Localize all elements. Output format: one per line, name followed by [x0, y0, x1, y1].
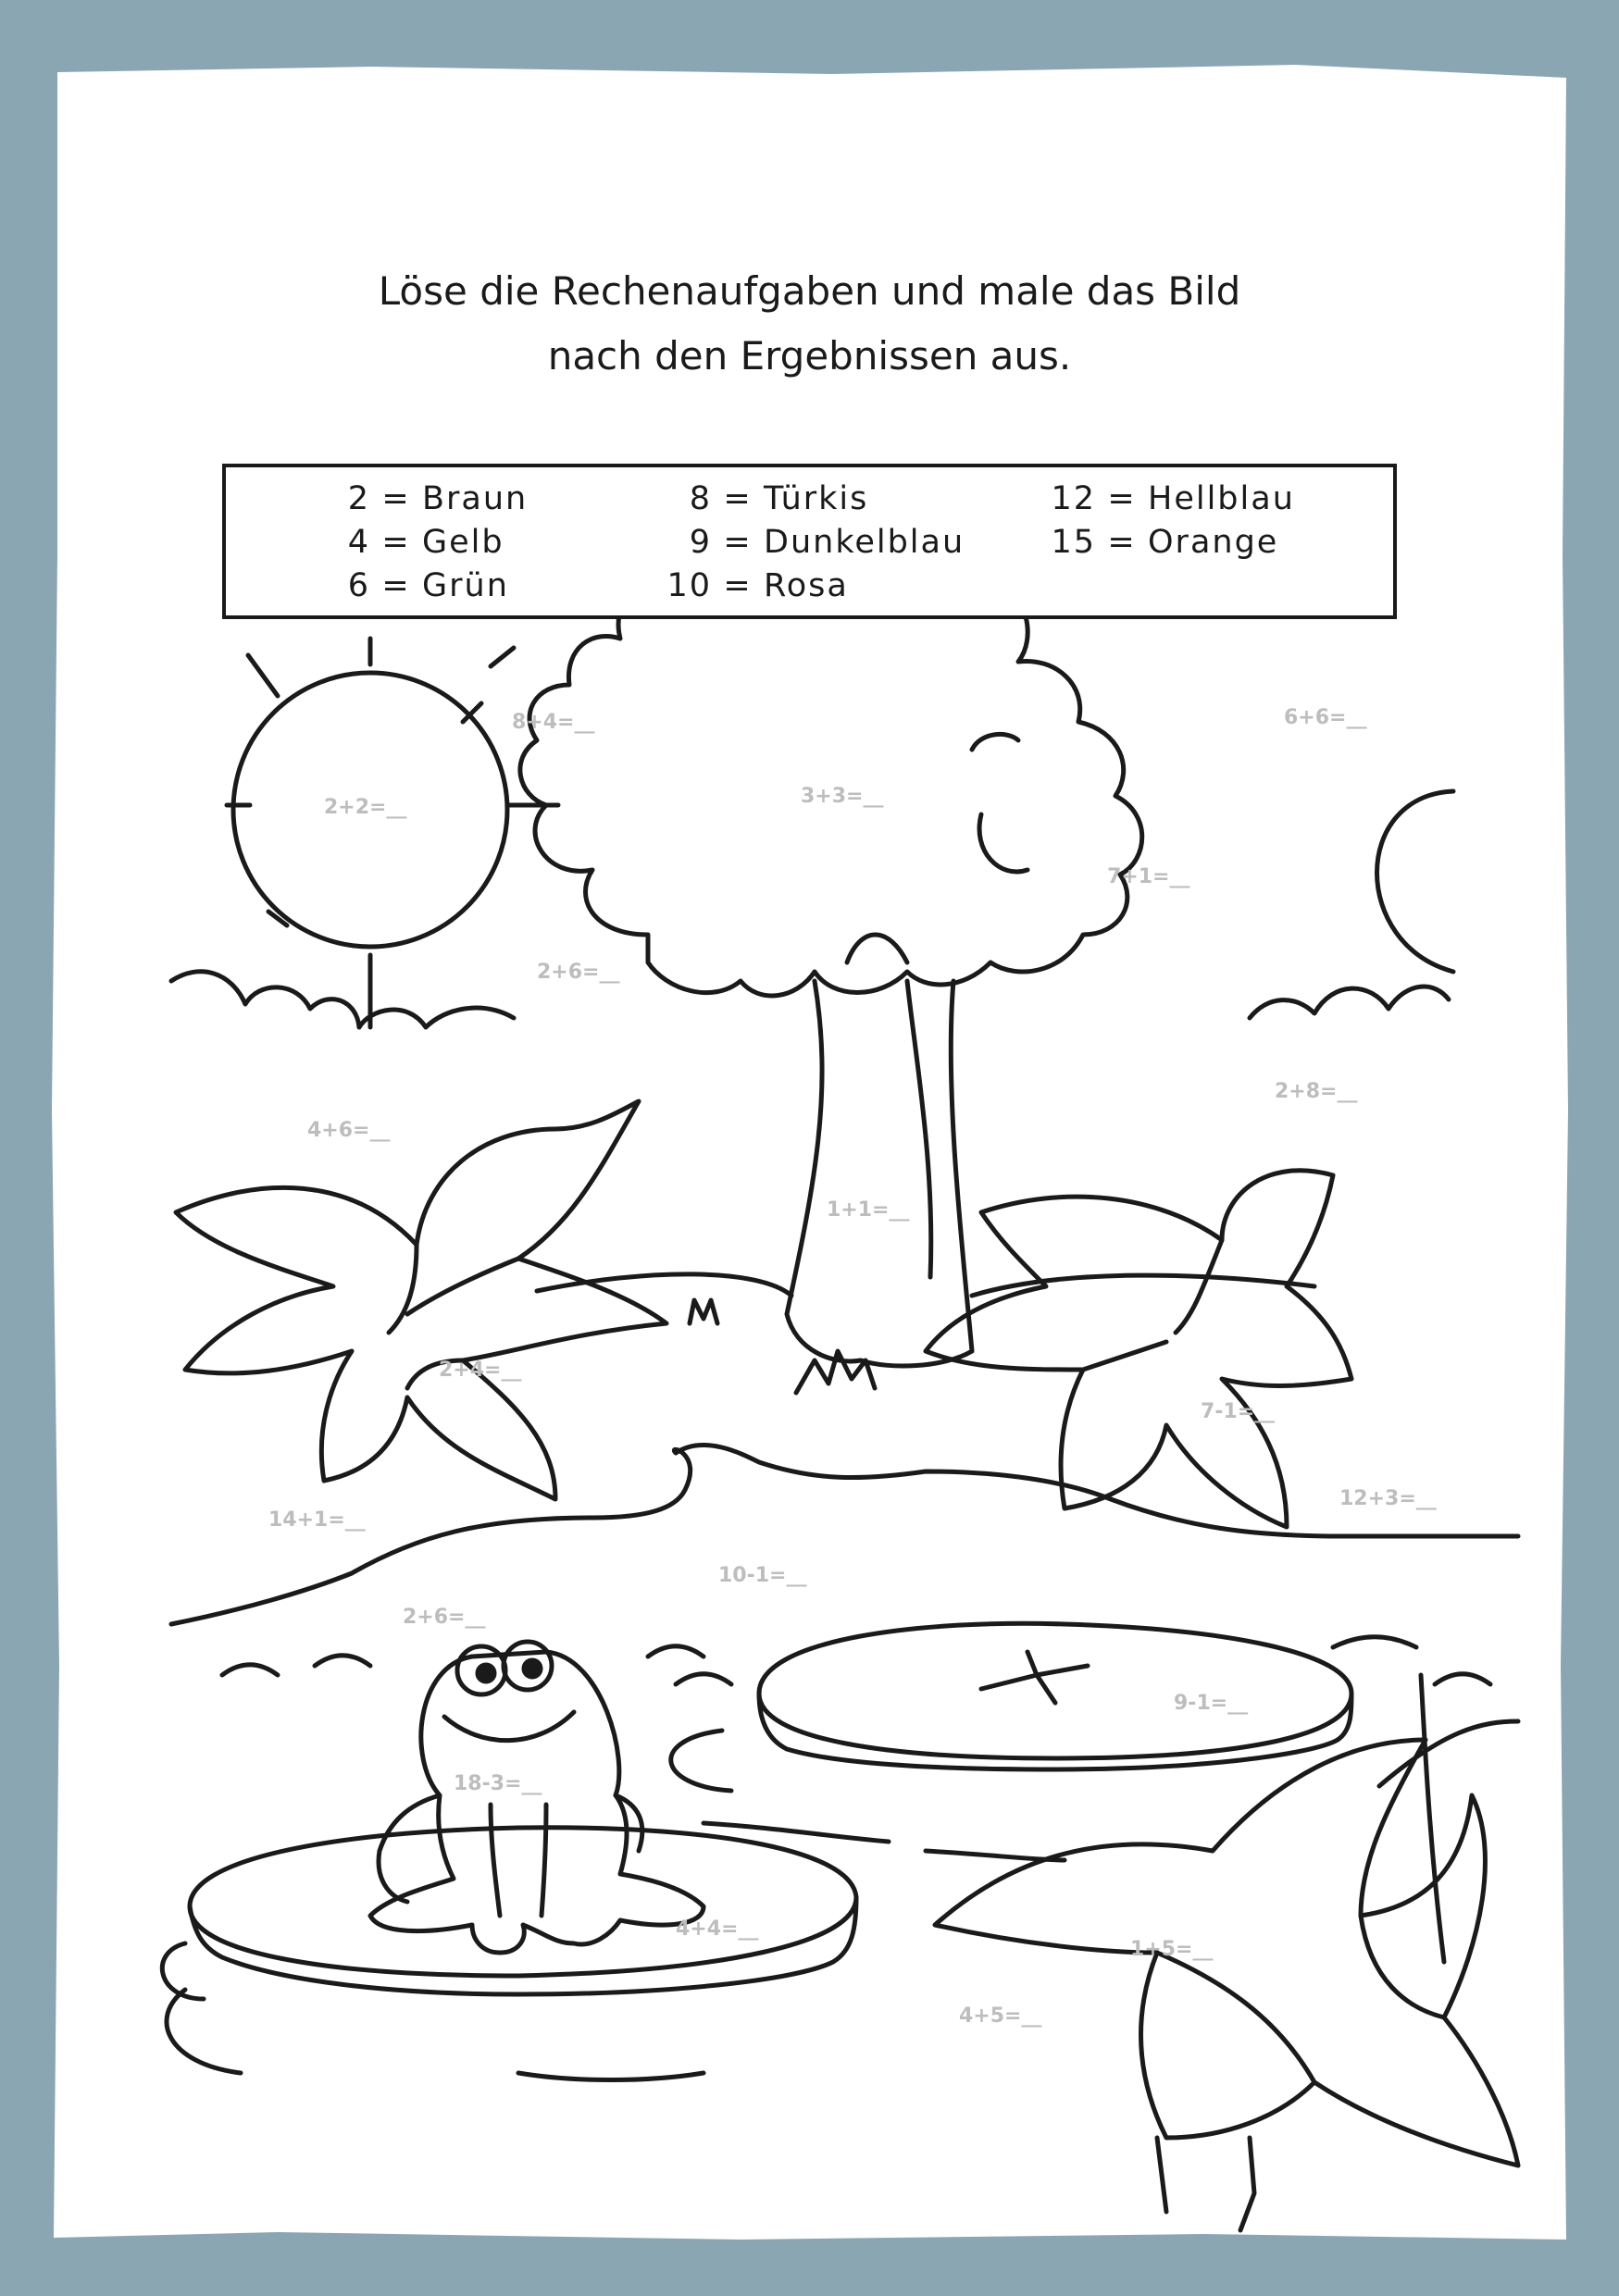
legend-number: 12 [1051, 480, 1096, 517]
task-water-bottom: 4+5=__ [959, 2004, 1042, 2028]
legend-number: 15 [1051, 524, 1096, 561]
instruction-line-1: Löse die Rechenaufgaben und male das Bild [378, 268, 1241, 314]
legend-equals: = [381, 480, 411, 517]
task-bush-right: 7-1=__ [1201, 1400, 1276, 1423]
legend-entry [318, 480, 528, 517]
legend-color: Türkis [764, 480, 869, 517]
task-sky-left: 4+6=__ [307, 1119, 391, 1142]
legend-number: 9 [689, 524, 712, 561]
paper-sheet [52, 65, 1568, 2240]
legend-color: Hellblau [1148, 480, 1295, 517]
task-sky-right: 7+1=__ [1107, 865, 1190, 888]
legend-number: 6 [347, 567, 370, 604]
legend-number: 8 [689, 480, 712, 517]
legend-equals: = [1107, 524, 1137, 561]
legend-entry [318, 524, 504, 561]
legend-equals: = [381, 524, 411, 561]
task-sky-top-right: 6+6=__ [1284, 706, 1367, 729]
task-cloud-left: 2+6=__ [537, 961, 620, 984]
instruction-line-2: nach den Ergebnissen aus. [547, 333, 1072, 379]
task-shore-left: 14+1=__ [268, 1508, 366, 1532]
legend-entry [638, 480, 868, 517]
task-water-left: 2+6=__ [403, 1606, 486, 1629]
legend-number: 2 [347, 480, 370, 517]
task-sun: 2+2=__ [324, 796, 407, 819]
task-frog: 18-3=__ [454, 1772, 542, 1795]
legend-entry [1022, 480, 1295, 517]
legend-color: Grün [422, 567, 509, 604]
legend-equals: = [723, 524, 753, 561]
legend-color: Orange [1148, 524, 1279, 561]
task-sky-lower-right: 2+8=__ [1275, 1080, 1358, 1103]
color-legend [222, 464, 1397, 619]
legend-entry [318, 567, 509, 604]
task-shore-right: 12+3=__ [1339, 1487, 1437, 1510]
legend-color: Gelb [422, 524, 504, 561]
legend-color: Braun [422, 480, 529, 517]
task-bush-left: 2+4=__ [439, 1359, 522, 1382]
legend-entry [638, 524, 965, 561]
legend-number: 10 [666, 567, 712, 604]
task-water-middle: 10-1=__ [718, 1564, 807, 1587]
legend-equals: = [381, 567, 411, 604]
legend-equals: = [1107, 480, 1137, 517]
task-trunk: 1+1=__ [827, 1198, 910, 1222]
legend-entry [638, 567, 849, 604]
task-lilypad-right: 9-1=__ [1174, 1692, 1249, 1715]
legend-number: 4 [347, 524, 370, 561]
task-leaf-right: 1+5=__ [1130, 1938, 1214, 1961]
legend-equals: = [723, 480, 753, 517]
task-tree-crown: 3+3=__ [801, 785, 884, 808]
legend-color: Dunkelblau [764, 524, 965, 561]
legend-entry [1022, 524, 1278, 561]
legend-equals: = [723, 567, 753, 604]
task-sky-top-left: 8+4=__ [512, 711, 595, 734]
task-lilypad-left: 4+4=__ [676, 1917, 759, 1941]
legend-color: Rosa [764, 567, 849, 604]
